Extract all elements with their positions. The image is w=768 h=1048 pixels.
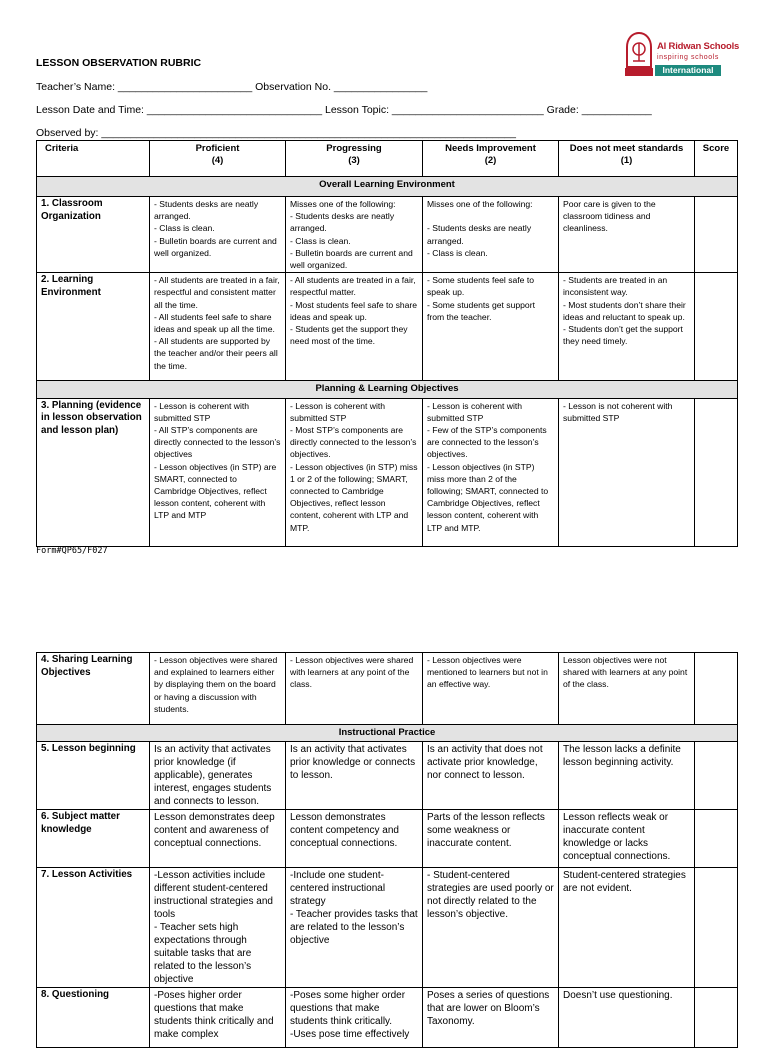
score-cell[interactable] — [695, 868, 738, 988]
proficient-cell — [150, 988, 286, 1048]
does-not-meet-cell — [559, 197, 695, 273]
does-not-meet-cell — [559, 742, 695, 810]
cell-line: - Most students feel safe to share ideas and speak up. — [290, 299, 418, 322]
observed-by-field: Observed by: _______________________________________________________________________ — [36, 127, 516, 139]
score-cell[interactable] — [695, 273, 738, 381]
section-row — [37, 381, 738, 398]
proficient-cell — [150, 868, 286, 988]
needs-improvement-cell — [423, 810, 559, 868]
col-criteria-header: Criteria — [37, 141, 150, 177]
table-row — [37, 398, 738, 546]
cell-line: - Lesson objectives were shared and explained to learners either by displaying them on the board or having a discussion with students. — [154, 655, 278, 714]
cell-line: Lesson objectives were not shared with learners at any point of the class. — [563, 655, 688, 690]
needs-improvement-cell — [423, 653, 559, 725]
school-logo — [624, 31, 740, 79]
cell-line: Lesson demonstrates content competency and conceptual connections. — [290, 812, 399, 850]
progressing-cell — [286, 868, 423, 988]
does-not-meet-cell — [559, 653, 695, 725]
score-cell[interactable] — [695, 197, 738, 273]
section-title-instructional: Instructional Practice — [37, 725, 738, 742]
does-not-meet-cell — [559, 988, 695, 1048]
table-row — [37, 868, 738, 988]
progressing-cell — [286, 810, 423, 868]
cell-line: - Students get the support they need most of the time. — [290, 324, 408, 347]
school-crest-icon — [624, 31, 654, 77]
table-row — [37, 653, 738, 725]
needs-improvement-cell — [423, 197, 559, 273]
cell-line: - Some students feel safe to speak up. — [427, 275, 535, 298]
cell-line — [427, 210, 554, 222]
cell-line: - Students desks are neatly arranged. — [427, 223, 532, 246]
section-title-planning: Planning & Learning Objectives — [37, 381, 738, 398]
does-not-meet-cell — [559, 273, 695, 381]
progressing-cell — [286, 653, 423, 725]
proficient-cell — [150, 273, 286, 381]
score-cell[interactable] — [695, 653, 738, 725]
cell-line: - Bulletin boards are current and well organized. — [154, 235, 277, 258]
cell-line: -Poses some higher order questions that make students think critically. — [290, 990, 406, 1028]
progressing-cell — [286, 197, 423, 273]
does-not-meet-cell — [559, 810, 695, 868]
cell-line: - Lesson objectives (in STP) miss more than 2 of the following; SMART, connected to Cambridge Objectives, reflect lesson content, coherent with LTP and MTP. — [427, 461, 549, 533]
cell-line: Poor care is given to the classroom tidiness and cleanliness. — [563, 199, 656, 234]
score-cell[interactable] — [695, 398, 738, 546]
cell-line: Parts of the lesson reflects some weakness or inaccurate content. — [427, 812, 545, 850]
cell-line: Lesson reflects weak or inaccurate content knowledge or lacks conceptual connections. — [563, 812, 671, 863]
progressing-cell — [286, 742, 423, 810]
cell-line: - Students desks are neatly arranged. — [154, 199, 259, 222]
logo-tagline: inspiring schools — [657, 54, 719, 61]
proficient-cell — [150, 810, 286, 868]
progressing-cell — [286, 988, 423, 1048]
table-header-row — [37, 141, 738, 177]
cell-line: - Class is clean. — [427, 247, 488, 258]
cell-line: - Students desks are neatly arranged. — [290, 211, 395, 234]
cell-line: Doesn’t use questioning. — [563, 990, 673, 1002]
cell-line: - Students are treated in an inconsistent way. — [563, 275, 668, 298]
cell-line: - Few of the STP’s components are connected to the lesson’s objectives. — [427, 424, 547, 460]
progressing-cell — [286, 398, 423, 546]
needs-improvement-cell — [423, 868, 559, 988]
criteria-cell: 2. Learning Environment — [37, 273, 150, 381]
cell-line: - Students don’t get the support they need timely. — [563, 324, 683, 347]
needs-improvement-cell — [423, 398, 559, 546]
cell-line: - Most students don’t share their ideas and reluctant to speak up. — [563, 299, 686, 322]
cell-line: - Lesson objectives (in STP) miss 1 or 2 of the following; SMART, connected to Cambridge Objectives, reflect lesson content, coherent with LTP and MTP. — [290, 461, 418, 533]
table-row — [37, 273, 738, 381]
cell-line: - Class is clean. — [290, 235, 351, 246]
lesson-date-field: Lesson Date and Time: ______________________________ Lesson Topic: __________________________ Grade: ____________ — [36, 104, 652, 116]
proficient-cell — [150, 197, 286, 273]
cell-line: - Lesson is not coherent with submitted STP — [563, 400, 673, 423]
section-row — [37, 725, 738, 742]
cell-line: - Teacher sets high expectations through suitable tasks that are related to the lesson’s objective — [154, 922, 252, 986]
cell-line: - All STP’s components are directly connected to the lesson’s objectives — [154, 424, 281, 460]
teacher-name-field: Teacher’s Name: _______________________ Observation No. ________________ — [36, 81, 428, 93]
cell-line: - All students are treated in a fair, respectful and consistent matter all the time. — [154, 275, 280, 310]
cell-line: - All students are supported by the teacher and/or their peers all the time. — [154, 336, 278, 371]
cell-line: - Lesson is coherent with submitted STP — [427, 400, 523, 423]
cell-line: Misses one of the following: — [290, 199, 396, 209]
rubric-table-part2 — [36, 652, 738, 1048]
cell-line: Poses a series of questions that are lower on Bloom’s Taxonomy. — [427, 990, 550, 1028]
needs-improvement-cell — [423, 988, 559, 1048]
proficient-cell — [150, 653, 286, 725]
cell-line: - Class is clean. — [154, 223, 215, 234]
criteria-cell: 3. Planning (evidence in lesson observation and lesson plan) — [37, 398, 150, 546]
table-row — [37, 810, 738, 868]
score-cell[interactable] — [695, 810, 738, 868]
col-does-not-meet-header: Does not meet standards (1) — [559, 141, 695, 177]
table-row — [37, 988, 738, 1048]
cell-line: - Most STP’s components are directly connected to the lesson’s objectives. — [290, 424, 417, 460]
cell-line: Is an activity that activates prior knowledge or connects to lesson. — [290, 744, 416, 782]
cell-line: - Bulletin boards are current and well organized. — [290, 247, 413, 271]
cell-line: - Teacher provides tasks that are related to the lesson’s objective — [290, 909, 418, 947]
needs-improvement-cell — [423, 273, 559, 381]
cell-line: -Include one student-centered instructional strategy — [290, 870, 386, 908]
cell-line: -Poses higher order questions that make students think critically and make complex — [154, 990, 274, 1041]
col-proficient-header: Proficient (4) — [150, 141, 286, 177]
criteria-cell: 6. Subject matter knowledge — [37, 810, 150, 868]
criteria-cell: 8. Questioning — [37, 988, 150, 1048]
col-score-header: Score — [695, 141, 738, 177]
proficient-cell — [150, 742, 286, 810]
cell-line: - Lesson is coherent with submitted STP — [290, 400, 386, 423]
score-cell[interactable] — [695, 742, 738, 810]
does-not-meet-cell — [559, 398, 695, 546]
cell-line: The lesson lacks a definite lesson beginning activity. — [563, 744, 681, 769]
table-row — [37, 742, 738, 810]
cell-line: - All students feel safe to share ideas and speak up all the time. — [154, 311, 275, 335]
score-cell[interactable] — [695, 988, 738, 1048]
cell-line: - All students are treated in a fair, respectful matter. — [290, 275, 416, 298]
progressing-cell — [286, 273, 423, 381]
cell-line: Student-centered strategies are not evident. — [563, 870, 686, 895]
does-not-meet-cell — [559, 868, 695, 988]
cell-line: Is an activity that activates prior knowledge (if applicable), generates interest, engages students and connects to lesson. — [154, 744, 272, 808]
cell-line: -Uses pose time effectively — [290, 1029, 410, 1041]
cell-line: Lesson demonstrates deep content and awareness of conceptual connections. — [154, 812, 275, 850]
criteria-cell: 5. Lesson beginning — [37, 742, 150, 810]
cell-line: - Lesson is coherent with submitted STP — [154, 400, 250, 423]
cell-line: Is an activity that does not activate prior knowledge, nor connect to lesson. — [427, 744, 543, 782]
cell-line: - Some students get support from the teacher. — [427, 299, 535, 322]
form-number: Form#QP65/F027 — [36, 546, 108, 556]
rubric-title: LESSON OBSERVATION RUBRIC — [36, 57, 202, 69]
cell-line: - Lesson objectives were mentioned to learners but not in an effective way. — [427, 655, 548, 690]
rubric-table-part1 — [36, 140, 738, 547]
proficient-cell — [150, 398, 286, 546]
col-progressing-header: Progressing (3) — [286, 141, 423, 177]
section-title-environment: Overall Learning Environment — [37, 177, 738, 197]
table-row — [37, 197, 738, 273]
cell-line: Misses one of the following: — [427, 199, 533, 209]
col-needs-improvement-header: Needs Improvement (2) — [423, 141, 559, 177]
cell-line: - Student-centered strategies are used poorly or not directly related to the lesson’s objective. — [427, 870, 554, 921]
cell-line: - Lesson objectives were shared with learners at any point of the class. — [290, 655, 414, 690]
criteria-cell: 7. Lesson Activities — [37, 868, 150, 988]
criteria-cell: 4. Sharing Learning Objectives — [37, 653, 150, 725]
cell-line: - Lesson objectives (in STP) are SMART, connected to Cambridge Objectives, reflect lesson content, coherent with LTP and MTP — [154, 461, 277, 521]
criteria-cell: 1. Classroom Organization — [37, 197, 150, 273]
needs-improvement-cell — [423, 742, 559, 810]
logo-international-badge: International — [655, 65, 721, 76]
logo-school-name: Al Ridwan Schools — [657, 41, 740, 52]
cell-line: -Lesson activities include different student-centered instructional strategies and tools — [154, 870, 273, 921]
section-row — [37, 177, 738, 197]
